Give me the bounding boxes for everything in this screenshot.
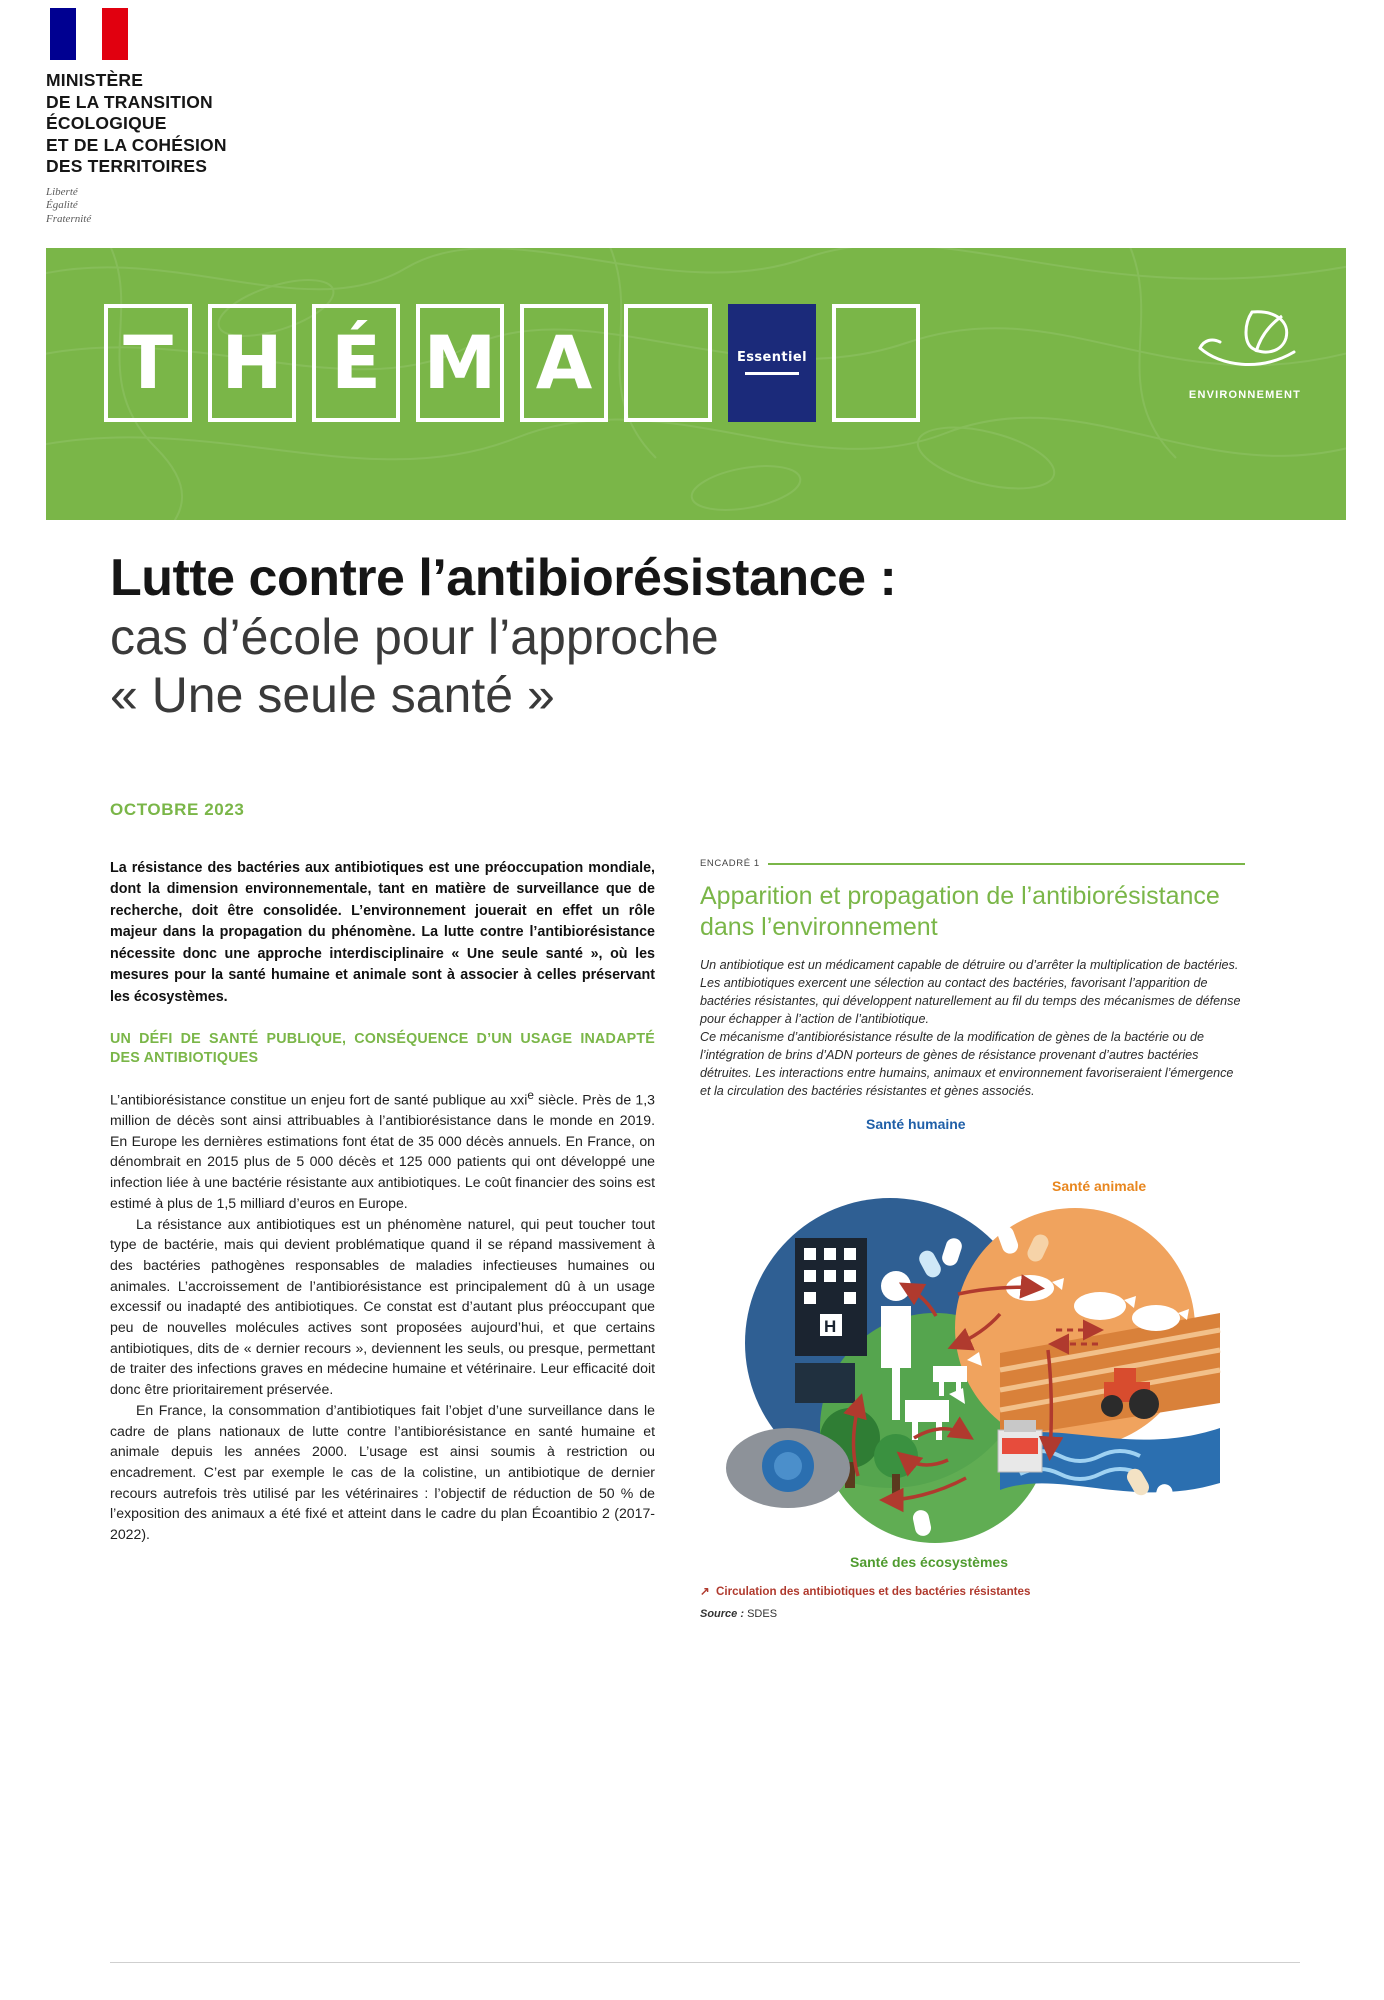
- essentiel-label: Essentiel: [737, 349, 807, 365]
- right-column: [700, 858, 1245, 1620]
- figure-legend: [700, 1584, 1030, 1598]
- figure-source: [700, 1608, 777, 1620]
- figure-illustration: [700, 1138, 1245, 1568]
- encadre-body: [700, 956, 1245, 1100]
- body-paragraph: L’antibiorésistance constitue un enjeu fort de santé publique au xxi$^e$ siècle. Près de 1,3 million de décès sont ainsi attribuables à l’antibiorésistance dans le monde en 2019. En Europe les dernières estimations font état de 35 000 décès annuels. En France, on dénombrait en 2015 plus de 5 000 décès et 125 000 patients qui ont développé une infection liée à une bactérie résistante aux antibiotiques. Le coût financier des soins est estimé à plus de 1,5 milliard d’euros en Europe.: [110, 1088, 655, 1211]
- thema-banner: [46, 248, 1346, 520]
- figure-legend-text: Circulation des antibiotiques et des bactéries résistantes: [716, 1585, 1031, 1598]
- encadre-divider: [768, 863, 1245, 865]
- thema-letter-e: É: [312, 304, 400, 422]
- one-health-diagram: [700, 1116, 1245, 1620]
- motto-line: Fraternité: [46, 213, 92, 226]
- title-line-3: « Une seule santé »: [110, 667, 555, 724]
- figure-label-animal: Santé animale: [1052, 1178, 1147, 1194]
- page-footer-divider: [110, 1962, 1300, 1963]
- leaf-in-hand-icon: [1190, 304, 1300, 378]
- ministry-logo-block: [46, 8, 346, 227]
- environnement-label: ENVIRONNEMENT: [1188, 389, 1302, 401]
- page-title: [110, 548, 1310, 724]
- motto-line: Égalité: [46, 199, 78, 212]
- ministry-name-line: MINISTÈRE: [46, 70, 144, 90]
- essentiel-underline: [745, 372, 799, 375]
- motto-line: Liberté: [46, 185, 78, 198]
- ministry-name-line: DES TERRITOIRES: [46, 156, 208, 177]
- source-value: SDES: [747, 1608, 778, 1620]
- french-flag-icon: [50, 8, 128, 60]
- figure-label-human: Santé humaine: [866, 1116, 966, 1132]
- left-column: [110, 858, 655, 1545]
- ministry-name-line: ET DE LA COHÉSION: [46, 134, 227, 155]
- encadre-label: ENCADRÉ 1: [700, 858, 760, 869]
- thema-wordmark: [104, 304, 920, 422]
- ministry-name-line: ÉCOLOGIQUE: [46, 113, 167, 134]
- republic-motto: [46, 186, 346, 227]
- ministry-name: [46, 70, 346, 178]
- section-heading: UN DÉFI DE SANTÉ PUBLIQUE, CONSÉQUENCE D’UN USAGE INADAPTÉ DES ANTIBIOTIQUES: [110, 1031, 655, 1067]
- medicine-bottle: [998, 1420, 1042, 1472]
- source-prefix: Source :: [700, 1608, 745, 1620]
- thema-empty-cell-2: [832, 304, 920, 422]
- lead-paragraph: La résistance des bactéries aux antibiotiques est une préoccupation mondiale, dont la dimension environnementale, tant en matière de surveillance que de recherche, doit être consolidée. L’environnement jouerait en effet un rôle majeur dans la propagation du phénomène. La lutte contre l’antibiorésistance nécessite donc une approche interdisciplinaire « Une seule santé », où les mesures pour la santé humaine et animale sont à associer à celles préservant les écosystèmes.: [110, 860, 655, 1005]
- publication-date: OCTOBRE 2023: [110, 800, 245, 819]
- title-line-2: cas d’école pour l’approche: [110, 609, 719, 666]
- figure-label-ecosystems: Santé des écosystèmes: [850, 1554, 1008, 1570]
- svg-text:H: H: [824, 1317, 837, 1336]
- thema-letter-t: T: [104, 304, 192, 422]
- thema-letter-m: M: [416, 304, 504, 422]
- thema-letter-a: A: [520, 304, 608, 422]
- body-paragraph: La résistance aux antibiotiques est un phénomène naturel, qui peut toucher tout type de bactérie, mais qui devient problématique quand il se répand massivement à des bactéries pathogènes responsables de maladies infectieuses humaines ou animales. L’accroissement de l’antibiorésistance est principalement dû à un usage excessif ou inadapté des antibiotiques. Ce constat est d’autant plus préoccupant que peu de nouvelles molécules actives sont proposées aujourd’hui, et que certains antibiotiques, dits de « dernier recours », deviennent les seuls, ou presque, permettant de traiter des infections graves en médecine humaine et vétérinaire. Leur efficacité doit donc être prioritairement préservée.: [110, 1215, 655, 1398]
- encadre-paragraph: Un antibiotique est un médicament capable de détruire ou d’arrêter la multiplication de bactéries. Les antibiotiques exercent une sélection au contact des bactéries, favorisant l’apparition de bactéries résistantes, qui développent naturellement au fil du temps des mécanismes de défense pour échapper à l’action de l’antibiotique.: [700, 958, 1241, 1026]
- ministry-name-line: DE LA TRANSITION: [46, 91, 213, 112]
- environnement-mark: [1170, 304, 1320, 401]
- encadre-title: Apparition et propagation de l’antibiorésistance dans l’environnement: [700, 882, 1220, 941]
- essentiel-badge: [728, 304, 816, 422]
- encadre-header: [700, 858, 1245, 869]
- encadre-paragraph: Ce mécanisme d’antibiorésistance résulte de la modification de gènes de la bactérie ou de l’intégration de brins d’ADN porteurs de gènes de résistance provenant d’autres bactéries détruites. Les interactions entre humains, animaux et environnement favoriseraient l’émergence et la circulation des bactéries résistantes et gènes associés.: [700, 1030, 1234, 1098]
- thema-empty-cell-1: [624, 304, 712, 422]
- title-line-1: Lutte contre l’antibiorésistance :: [110, 549, 897, 607]
- thema-letter-h: H: [208, 304, 296, 422]
- body-paragraph: En France, la consommation d’antibiotiques fait l’objet d’une surveillance dans le cadre de plans nationaux de lutte contre l’antibiorésistance en santé humaine et animale depuis les années 2000. L’usage est ainsi soumis à restriction ou encadrement. C’est par exemple le cas de la colistine, un antibiotique de dernier recours autrefois très utilisé par les vétérinaires : l’objectif de réduction de 50 % de l’exposition des animaux a été fixé et atteint dans le cadre du plan Écoantibio 2 (2017-2022).: [110, 1401, 655, 1543]
- legend-arrow-icon: ↗: [700, 1585, 710, 1598]
